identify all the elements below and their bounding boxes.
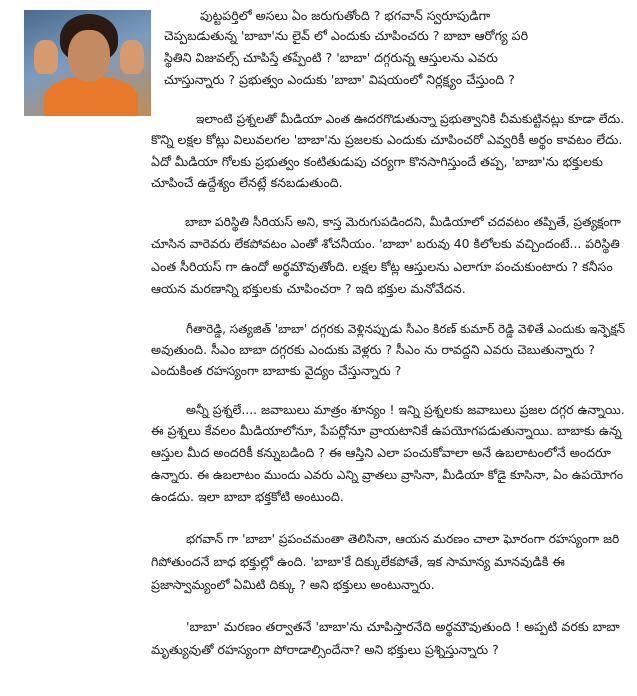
paragraph-3-line-1: బాబా పరిస్థితి సీరియస్ అని, కాస్త మెరుగుపడిందని, మీడియాలో చదవటం తప్పితే, ప్రత్యక్షంగా (185, 215, 621, 229)
paragraph-2-line-4: చూపించే ఉద్దేశ్యం లేనట్లే కనబడుతుంది. (151, 175, 343, 190)
paragraph-3-line-2: చూసిన వారెవరు లేకపోవటం ఎంతో శోచనీయం. 'బాబా' బరువు 40 కిలోలకు వచ్చిందంటే... పరిస్థితి (151, 236, 620, 251)
paragraph-4-line-2: అవుతుంది. సీఎం బాబా దగ్గరకు ఎందుకు వెళ్లరు ? సీఎం ను రావద్దని ఎవరు చెబుతున్నారు ? (151, 342, 595, 357)
paragraph-6-line-1: భగవాన్ గా 'బాబా' ప్రపంచమంతా తెలిసినా, ఆయన మరణం చాలా ఘోరంగా రహస్యంగా జరి (186, 532, 620, 546)
paragraph-1-line-2: చెప్పబడుతున్న 'బాబా'ను లైవ్ లో ఎందుకు చూపించరు ? బాబా ఆరోగ్య పరి (164, 28, 529, 43)
paragraph-7-line-1: 'బాబా' మరణం తర్వాతనే 'బాబా'ను చూపిస్తారనేది అర్థమౌవుతుంది ! అప్పటి వరకు బాబా (186, 619, 620, 634)
paragraph-7-line-2: మృత్యువుతో రహస్యంగా పోరాడాల్సిందేనా? అని భక్తులు ప్రశ్నిస్తున్నారు ? (151, 642, 499, 657)
paragraph-2-line-1: ఇలాంటి ప్రశ్నలతో మీడియా ఎంత ఊదరగొడుతున్నా ప్రభుత్వానికి చీమకుట్టినట్లు కూడా లేదు. (196, 112, 625, 126)
paragraph-5-line-5: ఉండదు. ఇలా బాబా భక్తకోటి అంటుంది. (151, 489, 344, 504)
paragraph-3-line-4: ఆయన మరణాన్ని భక్తులకు చూపించరా ? ఇది భక్తుల మనోవేదన. (151, 281, 466, 296)
paragraph-4-line-1: గీతారెడ్డి, సత్యజిత్ 'బాబా' దగ్గరకు వెళ్లినప్పుడు సీఎం కిరణ్ కుమార్ రెడ్డి వెళితే ఎందుకు ఇన్ఫెక్షన్ (186, 322, 626, 336)
paragraph-2-line-3: ఏదో మీడియా గోలకు ప్రభుత్వం కంటితుడుపు చర్యగా కొనసాగిస్తుందే తప్ప, 'బాబా'ను భక్తులకు (151, 154, 603, 169)
paragraph-1-line-4: చూస్తున్నారు ? ప్రభుత్వం ఎందుకు 'బాబా' విషయంలో నిర్లక్ష్యం చేస్తుంది ? (164, 72, 515, 87)
paragraph-1-line-3: స్థితిని విజువల్స్ చూపిస్తే తప్పేంటి ? 'బాబా' దగ్గరున్న ఆస్తులను ఎవరు (164, 50, 498, 65)
paragraph-5-line-3: ఆస్తుల మీద అందరికీ కన్నుబడింది ? ఈ ఆస్తిని ఎలా పంచుకోవాలా అనే ఉబలాటంలోనే అందరూ (151, 445, 611, 460)
paragraph-5-line-4: ఉన్నారు. ఈ ఉబలాటం ముందు ఎవరు ఎన్ని వ్రాతలు వ్రాసినా, మీడియా కోడై కూసినా, ఏం ఉపయోగం (151, 468, 624, 482)
paragraph-5-line-2: ఈ ప్రశ్నలు కేవలం మీడియాలోనూ, పేపర్లోనూ వ్రాయటానికే ఉపయోగపడుతున్నాయి. బాబాకు ఉన్న (151, 423, 622, 438)
paragraph-5-line-1: అన్నీ ప్రశ్నలే.... జవాబులు మాత్రం శూన్యం ! ఇన్ని ప్రశ్నలకు జవాబులు ప్రజల దగ్గర ఉన్నాయి. (186, 402, 625, 417)
paragraph-6-line-2: గిపోతుందనే బాధ భక్తుల్లో ఉంది. 'బాబా'కే దిక్కులేకపోతే, ఇక సామాన్య మానవుడికి ఈ (151, 554, 565, 569)
paragraph-4-line-3: ఎందుకింత రహస్యంగా బాబాకు వైద్యం చేస్తున్నారు ? (151, 363, 402, 378)
paragraph-6-line-3: ప్రజాస్వామ్యంలో ఏమిటి దిక్కు ? అని భక్తులు అంటున్నారు. (151, 577, 435, 592)
paragraph-3-line-3: ఎంత సీరియస్ గా ఉందో అర్థమౌవుతోంది. లక్షల కోట్ల ఆస్తులను ఎలాగూ పంచుకుంటారు ? కనీసం (151, 259, 613, 274)
paragraph-1-line-1: పుట్టపర్తిలో అసలు ఏం జరుగుతోంది ? భగవాన్ స్వరూపుడిగా (200, 8, 491, 23)
paragraph-2-line-2: కొన్ని లక్షల కోట్లు విలువలగల 'బాబా'ను ప్రజలకు ఎందుకు చూపించరో ఎవ్వరికీ అర్థం కావటం లేదు. (151, 132, 623, 147)
baba-photo (24, 10, 151, 116)
